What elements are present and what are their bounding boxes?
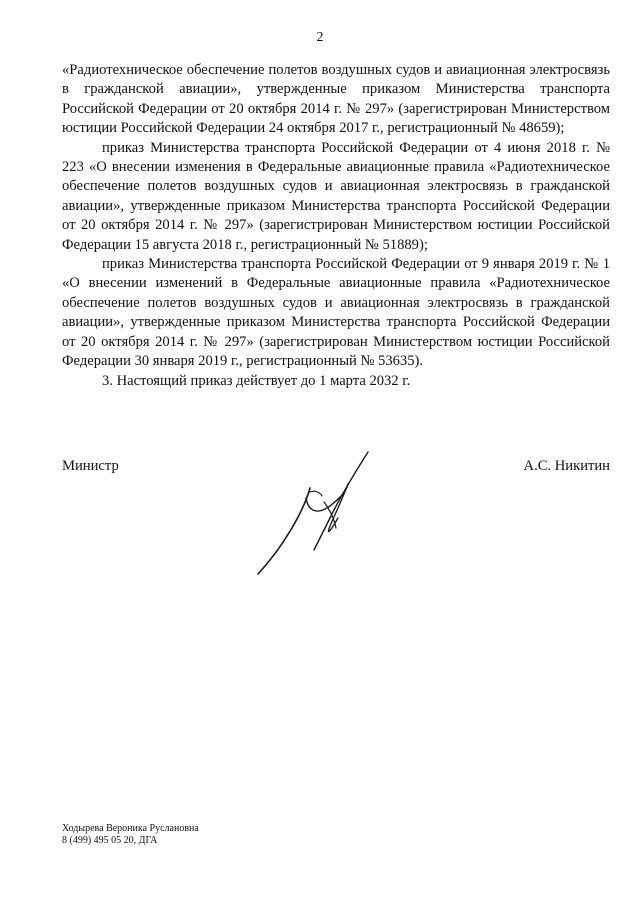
paragraph-order-223: приказ Министерства транспорта Российской Федерации от 4 июня 2018 г. № 223 «О внесении изменения в Федеральные авиационные правила «Радиотехническое обеспечение полетов воздушных судов и авиационная электросвязь в гражданской авиации», утвержденные приказом Министерства транспорта Российской Федерации от 20 октября 2014 г. № 297» (зарегистрирован Министерством юстиции Российской Федерации 15 августа 2018 г., регистрационный № 51889); [62, 139, 610, 253]
page-number: 2 [316, 30, 324, 45]
paragraph-continuation: «Радиотехническое обеспечение полетов воздушных судов и авиационная электросвязь в гражданской авиации», утвержденные приказом Министерства транспорта Российской Федерации от 20 октября 2014 г. № 297» (зарегистрирован Министерством юстиции Российской Федерации 24 октября 2017 г., регистрационный № 48659); [62, 62, 610, 137]
executor-info [62, 823, 199, 847]
executor-phone: 8 (499) 495 05 20, ДГА [62, 835, 158, 846]
paragraph-order-1: приказ Министерства транспорта Российской Федерации от 9 января 2019 г. № 1 «О внесении изменений в Федеральные авиационные правила «Радиотехническое обеспечение полетов воздушных судов и авиационная электросвязь в гражданской авиации», утвержденные приказом Министерства транспорта Российской Федерации от 20 октября 2014 г. № 297» (зарегистрирован Министерством юстиции Российской Федерации 30 января 2019 г., регистрационный № 53635). [62, 256, 610, 370]
paragraph-clause-3: 3. Настоящий приказ действует до 1 марта 2032 г. [102, 372, 411, 389]
document-body [62, 61, 610, 391]
signer-title: Министр [62, 458, 119, 474]
signer-name: А.С. Никитин [523, 458, 610, 474]
executor-name: Ходырева Вероника Руслановна [62, 823, 199, 834]
handwritten-signature [250, 448, 380, 578]
